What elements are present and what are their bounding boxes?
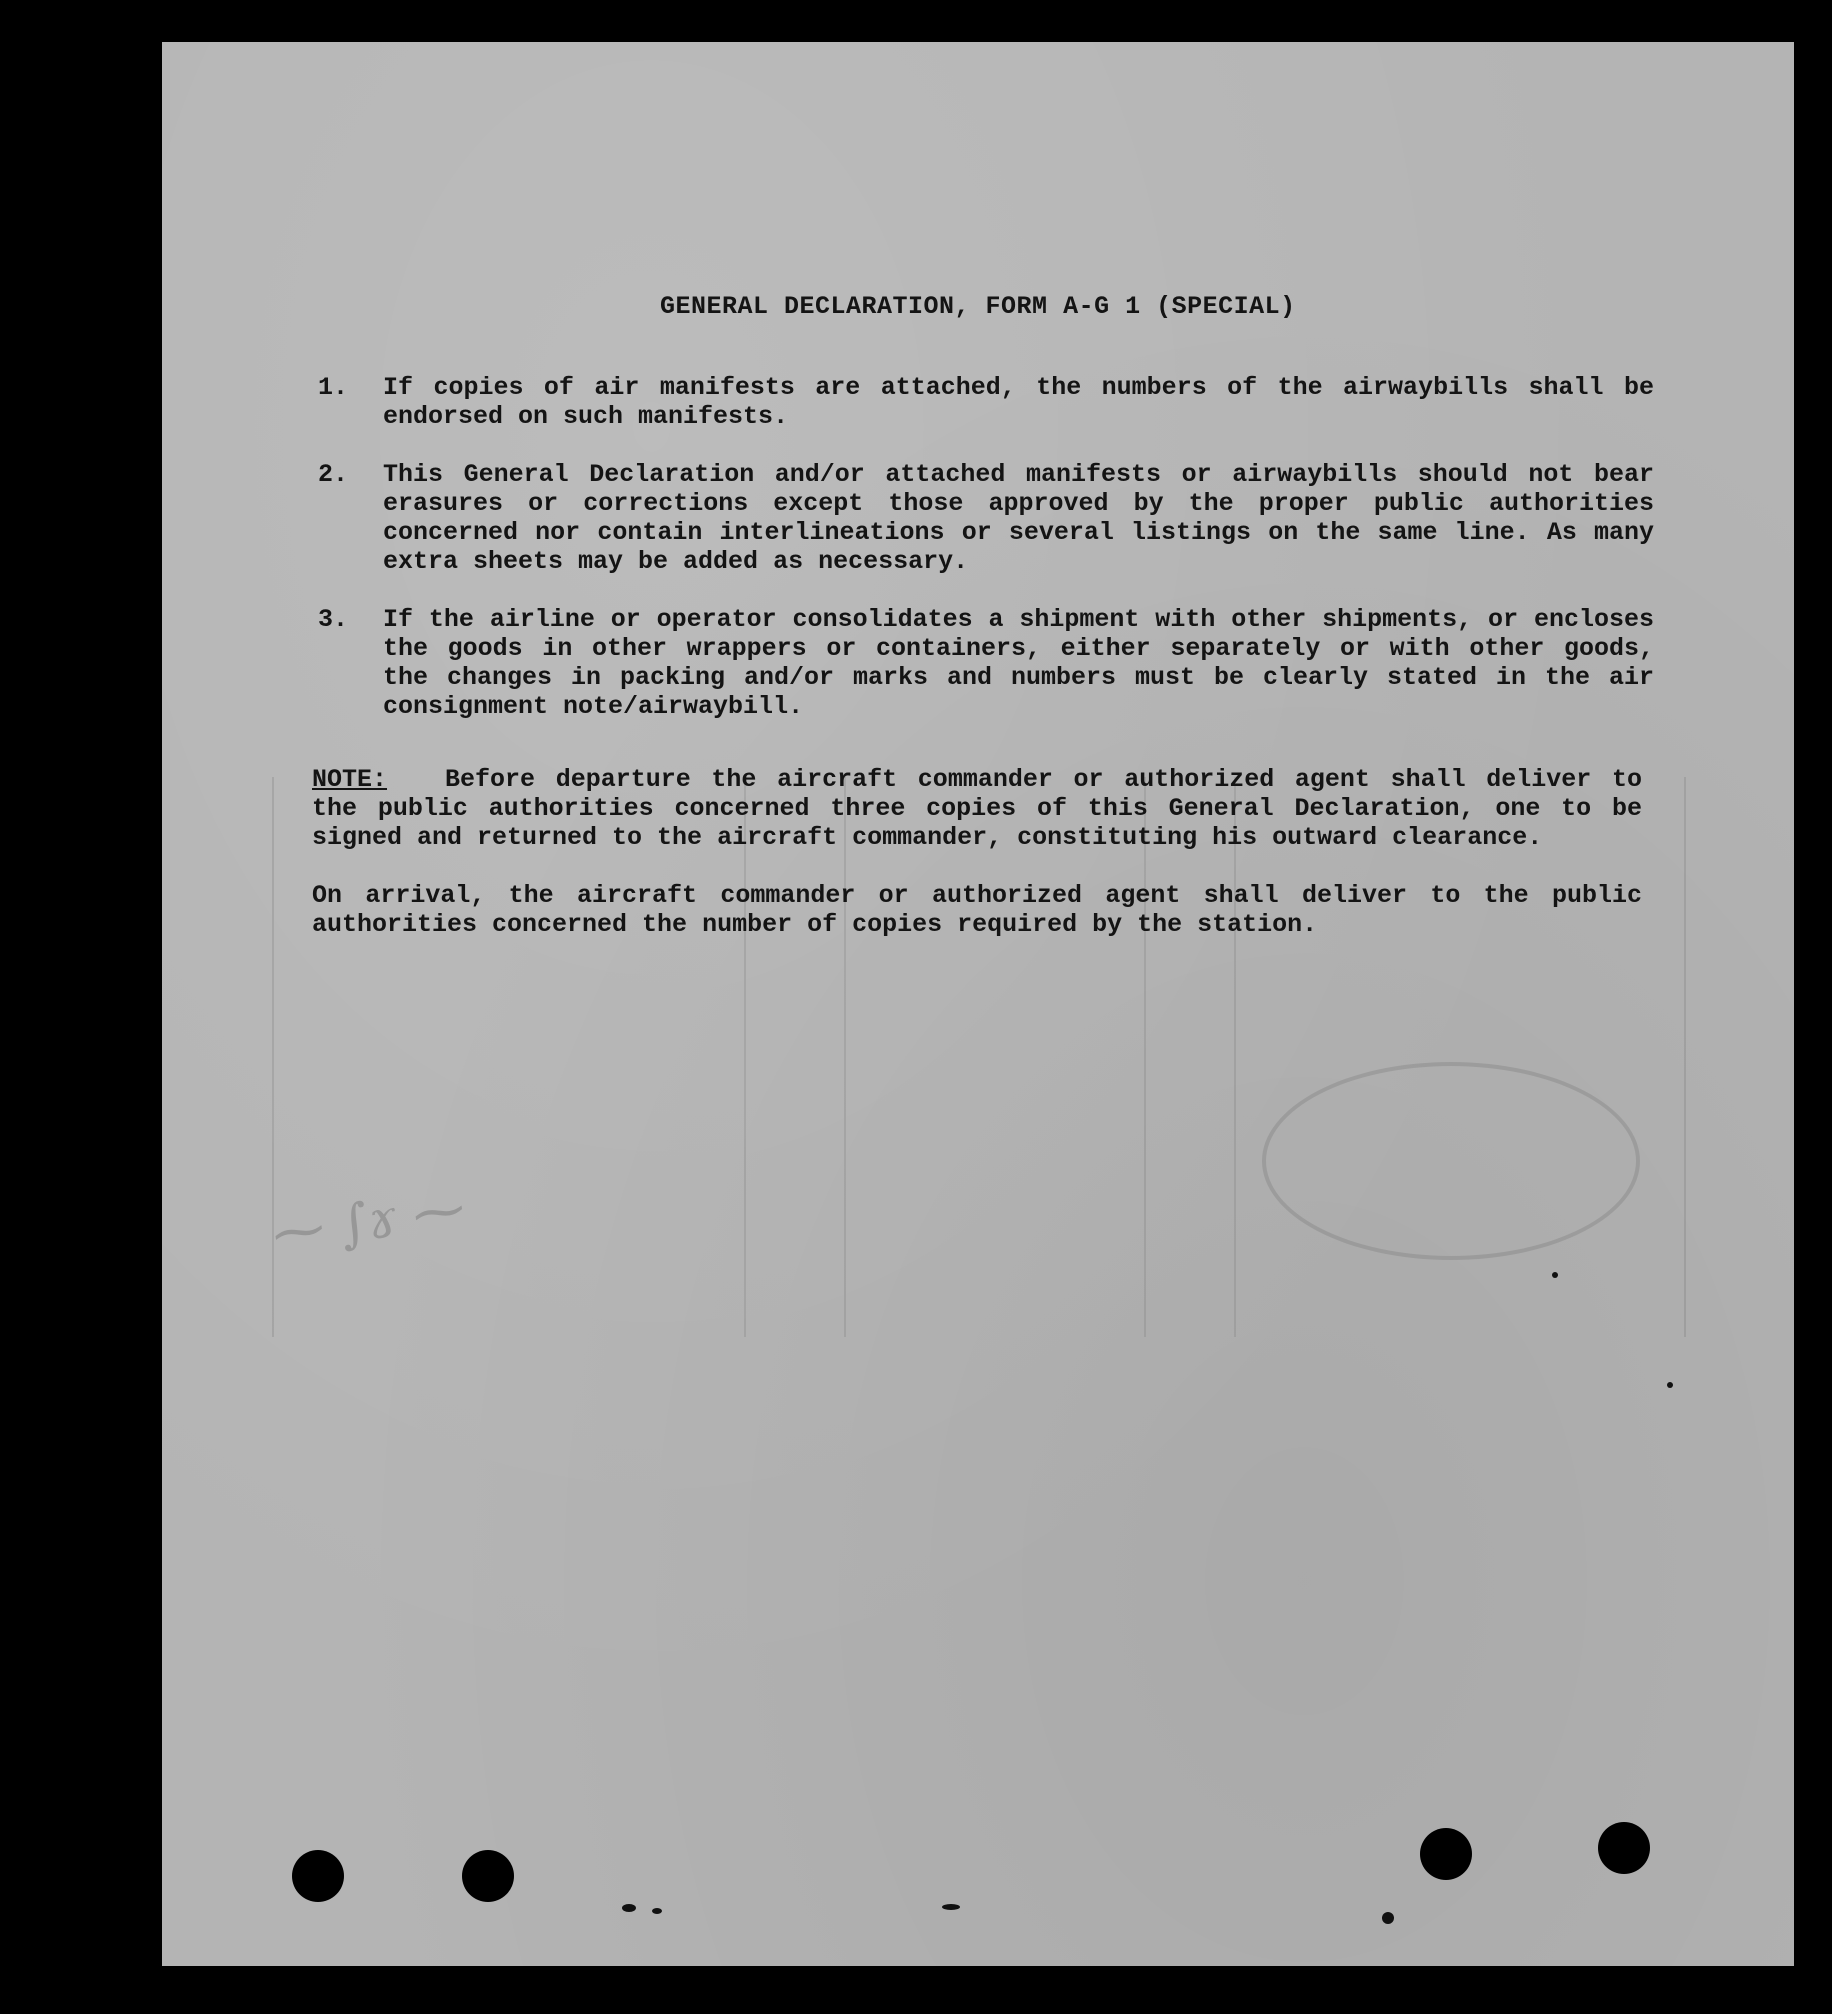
- instruction-text: If the airline or operator consolidates a shipment with other shipments, or encloses the goods in other wrappers or containers, either separately or with other goods, the changes in packing and/or marks and numbers must be clearly stated in the air consignment note/airwaybill.: [383, 605, 1654, 721]
- punch-hole: [1598, 1822, 1650, 1874]
- arrival-paragraph: On arrival, the aircraft commander or authorized agent shall deliver to the public authorities concerned the number of copies required by the station.: [312, 881, 1642, 939]
- ink-speck: [942, 1904, 960, 1910]
- ink-speck: [622, 1904, 636, 1912]
- instruction-number: 2.: [318, 460, 349, 489]
- instruction-text: This General Declaration and/or attached manifests or airwaybills should not bear erasures or corrections except those approved by the proper public authorities concerned nor contain interlineations or several listings on the same line. As many extra sheets may be added as necessary.: [383, 460, 1654, 576]
- document-page: [162, 42, 1794, 1966]
- punch-hole: [1420, 1828, 1472, 1880]
- ink-speck: [1382, 1912, 1394, 1924]
- punch-hole: [292, 1850, 344, 1902]
- ink-speck: [1667, 1382, 1673, 1388]
- instruction-number: 3.: [318, 605, 349, 634]
- instruction-number: 1.: [318, 373, 349, 402]
- document-title: GENERAL DECLARATION, FORM A-G 1 (SPECIAL): [660, 292, 1296, 321]
- ink-speck: [1552, 1272, 1558, 1278]
- bleed-through-signature: ⁓ ∫ɤ ⁓: [268, 1178, 469, 1266]
- instruction-item: [318, 460, 1654, 576]
- instruction-item: [318, 605, 1654, 721]
- note-paragraph: [312, 765, 1642, 852]
- instruction-item: [318, 373, 1654, 431]
- document-body: [312, 292, 1794, 939]
- ink-speck: [652, 1908, 662, 1914]
- punch-hole: [462, 1850, 514, 1902]
- instruction-text: If copies of air manifests are attached, the numbers of the airwaybills shall be endorsed on such manifests.: [383, 373, 1654, 431]
- note-label: NOTE:: [312, 765, 388, 794]
- note-text: Before departure the aircraft commander or authorized agent shall deliver to the public authorities concerned three copies of this General Declaration, one to be signed and returned to the aircraft commander, constituting his outward clearance.: [312, 765, 1642, 852]
- bleed-through-stamp: [1262, 1062, 1640, 1260]
